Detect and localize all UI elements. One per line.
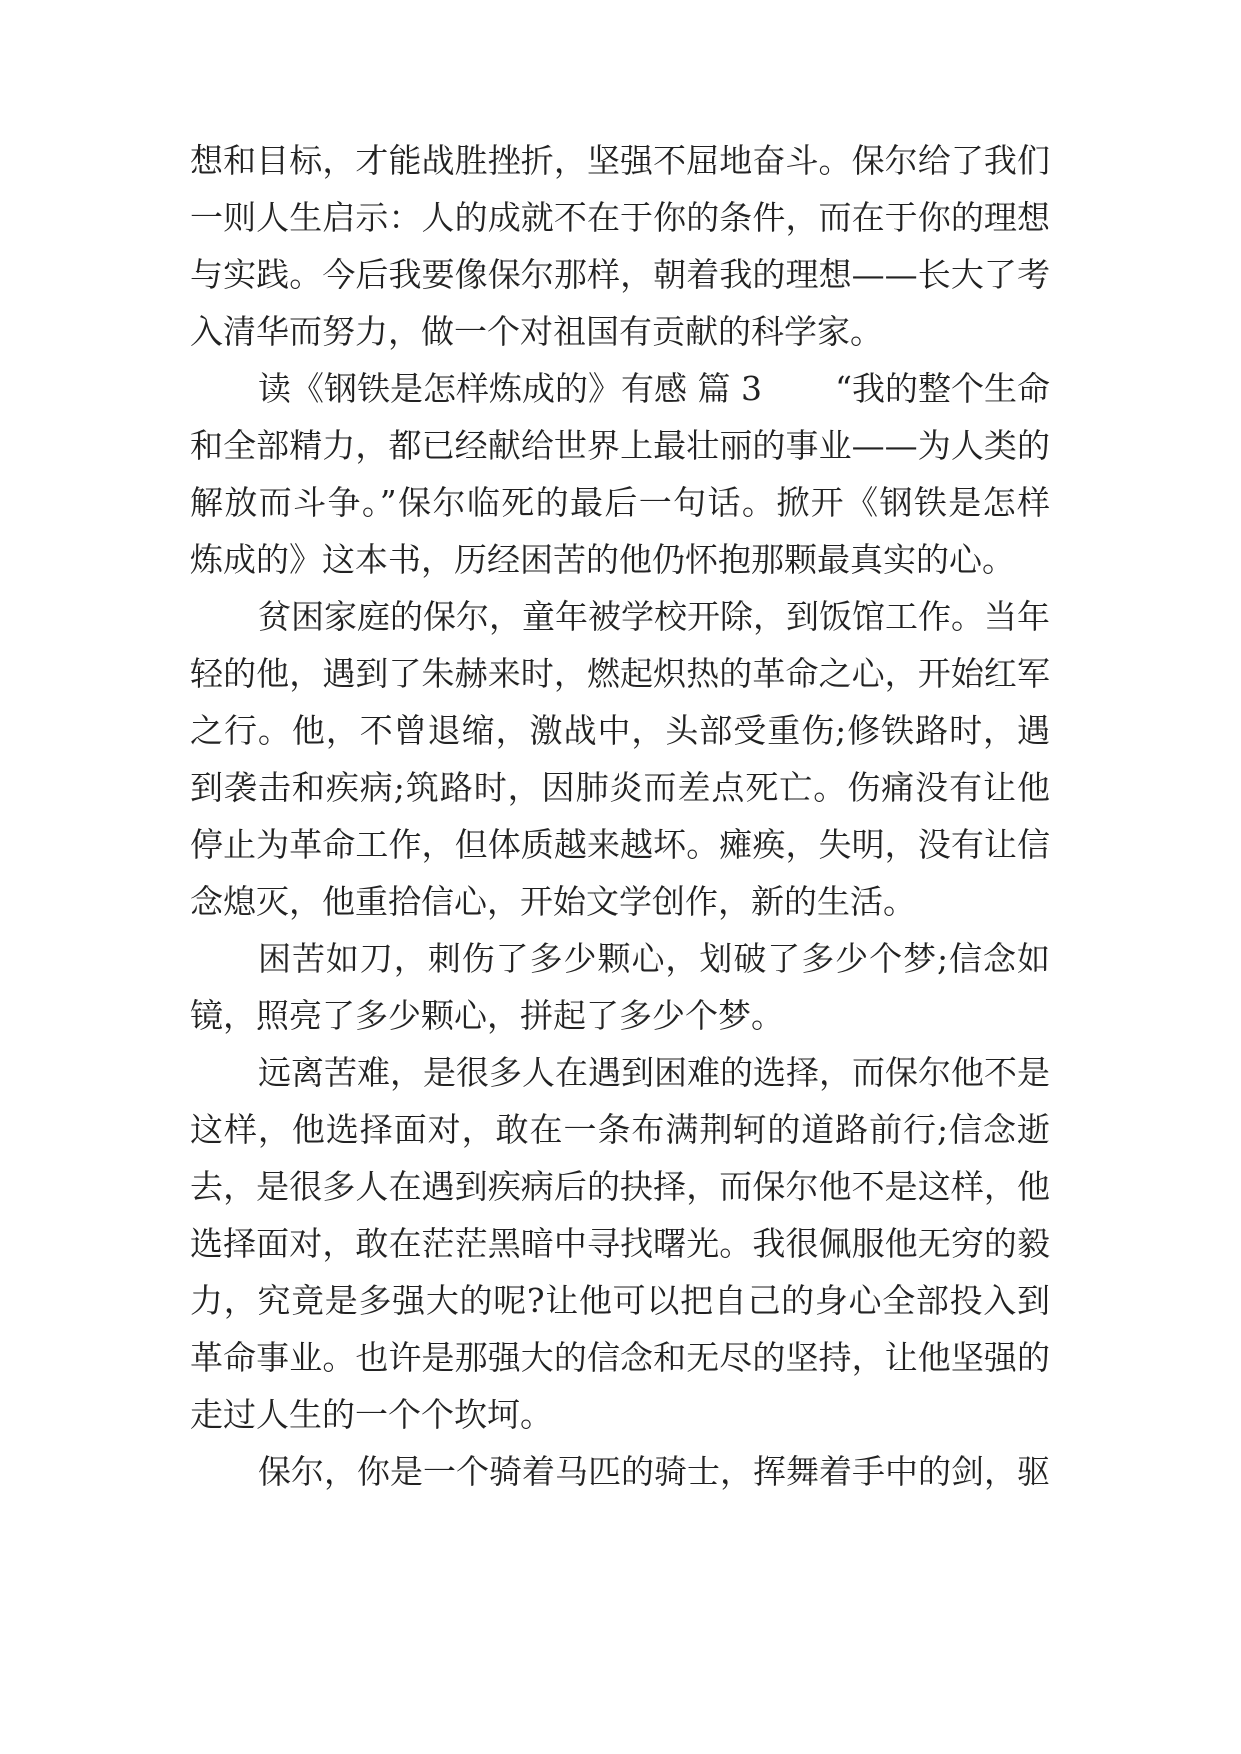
text-line: 想和目标，才能战胜挫折，坚强不屈地奋斗。保尔给了我们 <box>190 141 1050 180</box>
paragraph-first-line: 贫困家庭的保尔，童年被学校开除，到饭馆工作。当年 <box>258 597 1050 636</box>
text-line: 镜，照亮了多少颗心，拼起了多少个梦。 <box>190 996 784 1035</box>
text-line: 解放而斗争。”保尔临死的最后一句话。掀开《钢铁是怎样 <box>190 483 1050 522</box>
text-line: 去，是很多人在遇到疾病后的抉择，而保尔他不是这样，他 <box>190 1167 1050 1206</box>
text-line: 之行。他，不曾退缩，激战中，头部受重伤;修铁路时，遇 <box>190 711 1050 750</box>
text-line: 念熄灭，他重拾信心，开始文学创作，新的生活。 <box>190 882 916 921</box>
text-line: 选择面对，敢在茫茫黑暗中寻找曙光。我很佩服他无穷的毅 <box>190 1224 1050 1263</box>
paragraph-first-line: 保尔，你是一个骑着马匹的骑士，挥舞着手中的剑，驱 <box>258 1452 1050 1491</box>
text-line: 一则人生启示：人的成就不在于你的条件，而在于你的理想 <box>190 198 1050 237</box>
text-line: 力，究竟是多强大的呢?让他可以把自己的身心全部投入到 <box>190 1281 1050 1320</box>
text-line: 到袭击和疾病;筑路时，因肺炎而差点死亡。伤痛没有让他 <box>190 768 1050 807</box>
paragraph-first-line: 困苦如刀，刺伤了多少颗心，划破了多少个梦;信念如 <box>258 939 1050 978</box>
text-line: 革命事业。也许是那强大的信念和无尽的坚持，让他坚强的 <box>190 1338 1050 1377</box>
text-line: 炼成的》这本书，历经困苦的他仍怀抱那颗最真实的心。 <box>190 540 1015 579</box>
text-line: 和全部精力，都已经献给世界上最壮丽的事业——为人类的 <box>190 426 1050 465</box>
text-line: 走过人生的一个个坎坷。 <box>190 1395 553 1434</box>
text-line: 轻的他，遇到了朱赫来时，燃起炽热的革命之心，开始红军 <box>190 654 1050 693</box>
section-title: 读《钢铁是怎样炼成的》有感 篇 3 <box>258 369 762 408</box>
text-line: 这样，他选择面对，敢在一条布满荆轲的道路前行;信念逝 <box>190 1110 1050 1149</box>
text-line: 入清华而努力，做一个对祖国有贡献的科学家。 <box>190 312 883 351</box>
text-line: 与实践。今后我要像保尔那样，朝着我的理想——长大了考 <box>190 255 1050 294</box>
text-line: 停止为革命工作，但体质越来越坏。瘫痪，失明，没有让信 <box>190 825 1050 864</box>
paragraph-first-line: 远离苦难，是很多人在遇到困难的选择，而保尔他不是 <box>258 1053 1050 1092</box>
quote-start: “我的整个生命 <box>835 369 1050 408</box>
section-heading-row <box>258 369 1050 409</box>
